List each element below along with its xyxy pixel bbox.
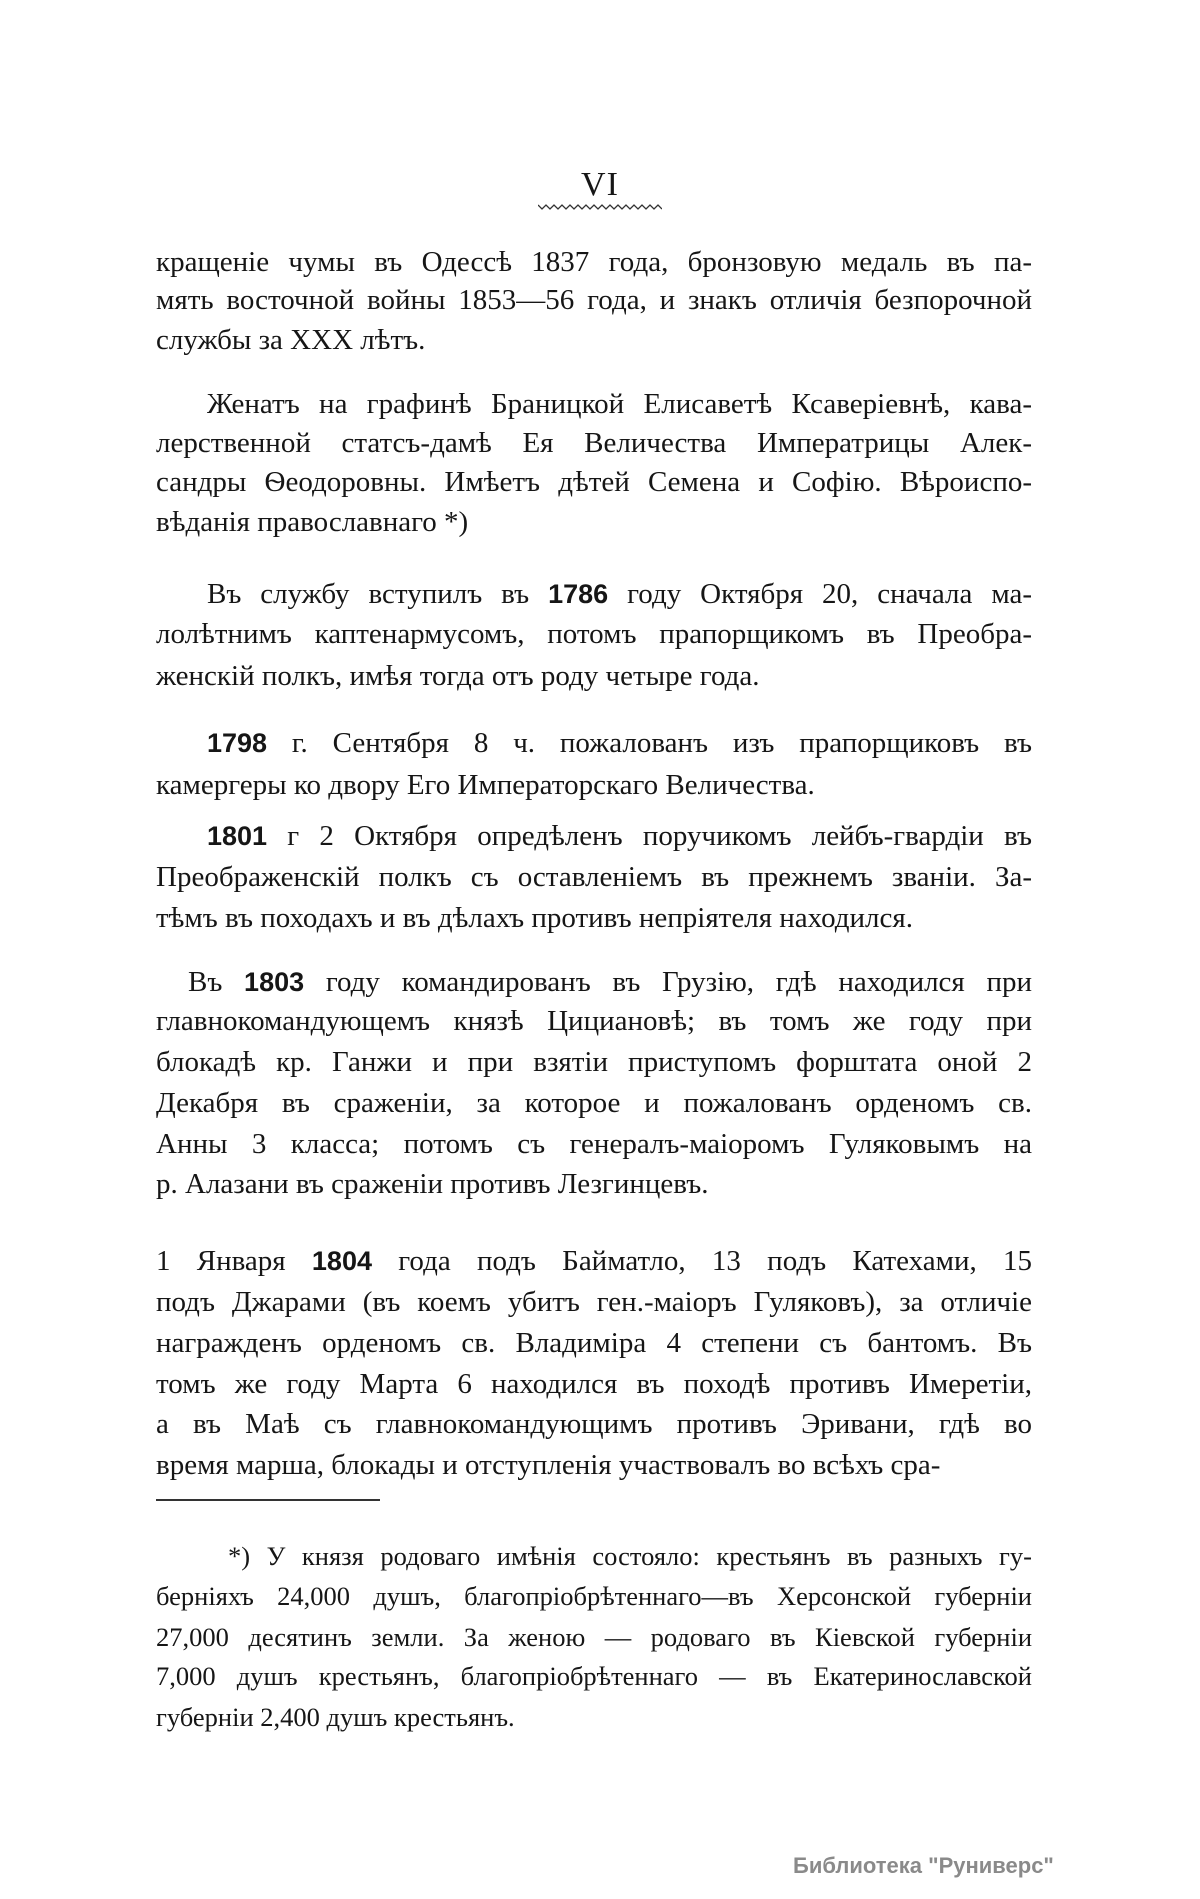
paragraph-line: блокадѣ кр. Ганжи и при взятіи приступомъ форштата оной 2 [156, 1046, 1032, 1078]
paragraph-line [207, 576, 1032, 612]
line-text: Въ службу вступилъ въ [207, 578, 549, 610]
paragraph-line: р. Алазани въ сраженіи противъ Лезгинцевъ. [156, 1168, 709, 1200]
paragraph-line: Преображенскій полкъ съ оставленіемъ въ прежнемъ званіи. За- [156, 861, 1032, 893]
line-text: 1 Января [156, 1245, 312, 1277]
paragraph-line: камергеры ко двору Его Императорскаго Величества. [156, 769, 815, 801]
bold-year: 1803 [244, 967, 305, 997]
library-watermark: Библиотека "Руниверс" [793, 1853, 1054, 1878]
paragraph-line: лолѣтнимъ каптенармусомъ, потомъ прапорщикомъ въ Преобра- [156, 618, 1032, 650]
paragraph-line [188, 964, 1032, 1000]
paragraph-line: Женатъ на графинѣ Браницкой Елисаветѣ Ксаверіевнѣ, кава- [207, 388, 1032, 420]
footnote-line: берніяхъ 24,000 душъ, благопріобрѣтеннаго—въ Херсонской губерніи [156, 1581, 1032, 1611]
paragraph-line: вѣданія православнаго *) [156, 506, 469, 538]
paragraph-line: время марша, блокады и отступленія участвовалъ во всѣхъ сра- [156, 1449, 941, 1481]
footnote-line: губерніи 2,400 душъ крестьянъ. [156, 1702, 515, 1732]
paragraph-line: сандры Ѳеодоровны. Имѣетъ дѣтей Семена и Софію. Вѣроиспо- [156, 466, 1032, 498]
line-text: Въ [188, 966, 245, 998]
page-number: VI [581, 166, 619, 203]
bold-year: 1801 [207, 821, 268, 851]
paragraph-line: службы за XXX лѣтъ. [156, 324, 426, 356]
footnote-line: 7,000 душъ крестьянъ, благопріобрѣтеннаго — въ Екатеринославской [156, 1661, 1032, 1691]
paragraph-line: Анны 3 класса; потомъ съ генералъ-маіоромъ Гуляковымъ на [156, 1128, 1032, 1160]
bold-year: 1804 [311, 1246, 372, 1276]
line-text: г. Сентября 8 ч. пожалованъ изъ прапорщиковъ въ [267, 727, 1032, 759]
paragraph-line: женскій полкъ, имѣя тогда отъ роду четыре года. [156, 660, 760, 692]
line-text: году Октября 20, сначала ма- [608, 578, 1032, 610]
paragraph-line: Декабря въ сраженіи, за которое и пожалованъ орденомъ св. [156, 1087, 1032, 1119]
paragraph-line: томъ же году Марта 6 находился въ походѣ противъ Имеретіи, [156, 1368, 1032, 1400]
paragraph-line: тѣмъ въ походахъ и въ дѣлахъ противъ непріятеля находился. [156, 902, 913, 934]
paragraph-line [207, 725, 1032, 761]
paragraph-line: мять восточной войны 1853—56 года, и знакъ отличія безпорочной [156, 284, 1032, 316]
footnote-line: *) У князя родоваго имѣнія состояло: крестьянъ въ разныхъ гу- [228, 1541, 1032, 1571]
wavy-ornament [538, 202, 662, 212]
paragraph-line: главнокомандующемъ князѣ Цициановѣ; въ томъ же году при [156, 1005, 1032, 1037]
paragraph-line: награжденъ орденомъ св. Владиміра 4 степени съ бантомъ. Въ [156, 1327, 1032, 1359]
paragraph-line [156, 1243, 1032, 1279]
footnote-line: 27,000 десятинъ земли. За женою — родоваго въ Кіевской губерніи [156, 1622, 1032, 1652]
bold-year: 1798 [207, 728, 268, 758]
paragraph-line [207, 818, 1032, 854]
footnote-rule [156, 1499, 380, 1501]
bold-year: 1786 [548, 579, 609, 609]
paragraph-line: подъ Джарами (въ коемъ убитъ ген.-маіоръ Гуляковъ), за отличіе [156, 1286, 1032, 1318]
paragraph-line: а въ Маѣ съ главнокомандующимъ противъ Эривани, гдѣ во [156, 1408, 1032, 1440]
line-text: году командированъ въ Грузію, гдѣ находился при [304, 966, 1032, 998]
line-text: года подъ Байматло, 13 подъ Катехами, 15 [371, 1245, 1032, 1277]
paragraph-line: лерственной статсъ-дамѣ Ея Величества Императрицы Алек- [156, 427, 1032, 459]
line-text: г 2 Октября опредѣленъ поручикомъ лейбъ-гвардіи въ [267, 820, 1032, 852]
paragraph-line: кращеніе чумы въ Одессѣ 1837 года, бронзовую медаль въ па- [156, 246, 1032, 278]
